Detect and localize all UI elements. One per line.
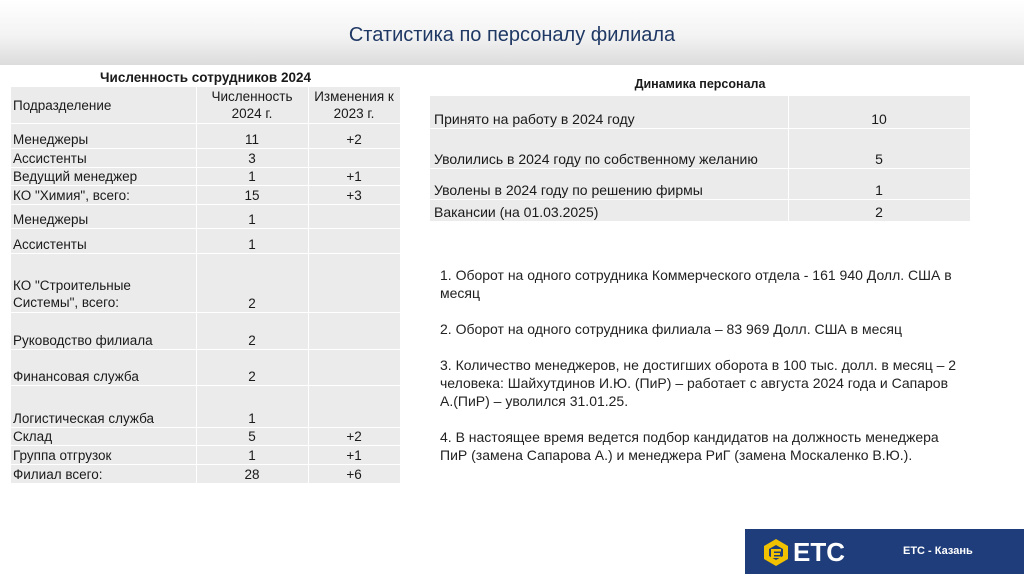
count-cell: 1: [196, 205, 308, 229]
department-cell: Ведущий менеджер: [11, 168, 196, 186]
department-cell: Логистическая служба: [11, 386, 196, 428]
brand-city: ETC - Казань: [903, 545, 973, 557]
dynamics-label-cell: Принято на работу в 2024 году: [430, 96, 788, 128]
table-row: [11, 446, 400, 465]
etc-logo-icon: [761, 537, 791, 567]
count-cell: 1: [196, 229, 308, 254]
count-cell: 28: [196, 465, 308, 484]
employee-table-header-row: [11, 87, 400, 124]
page-title: Статистика по персоналу филиала: [348, 24, 676, 46]
table-row: [11, 229, 400, 254]
column-header-change: Изменения к 2023 г.: [308, 87, 400, 124]
table-row: [11, 124, 400, 149]
change-cell: +2: [308, 428, 400, 446]
department-cell: Группа отгрузок: [11, 446, 196, 465]
change-cell: +6: [308, 465, 400, 484]
table-row: [11, 186, 400, 205]
count-cell: 2: [196, 254, 308, 313]
table-row: [11, 168, 400, 186]
employee-table-title: Численность сотрудников 2024: [100, 70, 311, 85]
table-row: [11, 428, 400, 446]
column-header-department: Подразделение: [11, 87, 196, 124]
count-cell: 1: [196, 446, 308, 465]
count-cell: 2: [196, 350, 308, 386]
table-row: [11, 350, 400, 386]
staff-dynamics-table: [430, 72, 971, 222]
department-cell: Финансовая служба: [11, 350, 196, 386]
count-cell: 11: [196, 124, 308, 149]
brand-name: ETC: [793, 537, 845, 567]
change-cell: +1: [308, 446, 400, 465]
department-cell: КО "Химия", всего:: [11, 186, 196, 205]
table-row: [11, 465, 400, 484]
dynamics-label-cell: Уволены в 2024 году по решению фирмы: [430, 168, 788, 199]
table-row: [11, 313, 400, 350]
table-row: [11, 386, 400, 428]
note-turnover-commercial: 1. Оборот на одного сотрудника Коммерческого отдела - 161 940 Долл. США в месяц: [440, 267, 952, 301]
count-cell: 1: [196, 168, 308, 186]
brand-footer: [745, 529, 1024, 574]
department-cell: Менеджеры: [11, 124, 196, 149]
dynamics-value-cell: 5: [788, 128, 970, 168]
count-cell: 2: [196, 313, 308, 350]
change-cell: [308, 254, 400, 313]
note-recruitment: 4. В настоящее время ведется подбор кандидатов на должность менеджера ПиР (замена Сапарова А.) и менеджера РиГ (замена Москаленко В.Ю.).: [440, 429, 939, 463]
department-cell: Менеджеры: [11, 205, 196, 229]
employee-table-title-row: [11, 69, 400, 87]
change-cell: +3: [308, 186, 400, 205]
change-cell: [308, 313, 400, 350]
count-cell: 15: [196, 186, 308, 205]
dynamics-value-cell: 2: [788, 199, 970, 221]
notes-block: [440, 266, 960, 482]
department-cell: Склад: [11, 428, 196, 446]
dynamics-label-cell: Вакансии (на 01.03.2025): [430, 199, 788, 221]
table-row: [11, 254, 400, 313]
table-row: [11, 149, 400, 168]
table-row: [430, 168, 970, 199]
count-cell: 1: [196, 386, 308, 428]
change-cell: [308, 386, 400, 428]
table-row: [430, 96, 970, 128]
change-cell: [308, 350, 400, 386]
dynamics-label-cell: Уволились в 2024 году по собственному желанию: [430, 128, 788, 168]
employee-count-table: [11, 69, 401, 484]
change-cell: [308, 149, 400, 168]
department-cell: Руководство филиала: [11, 313, 196, 350]
change-cell: [308, 205, 400, 229]
note-underperforming-managers: 3. Количество менеджеров, не достигших оборота в 100 тыс. долл. в месяц – 2 человека: Шайхутдинов И.Ю. (ПиР) – работает с августа 2024 года и Сапаров А.(ПиР) – уволился 31.01.25.: [440, 357, 957, 409]
count-cell: 5: [196, 428, 308, 446]
table-row: [430, 128, 970, 168]
change-cell: +1: [308, 168, 400, 186]
column-header-count: Численность 2024 г.: [196, 87, 308, 124]
dynamics-table-title: Динамика персонала: [634, 76, 766, 91]
table-row: [11, 205, 400, 229]
department-cell: Филиал всего:: [11, 465, 196, 484]
dynamics-table-title-row: [430, 72, 970, 96]
change-cell: [308, 229, 400, 254]
note-turnover-branch: 2. Оборот на одного сотрудника филиала – 83 969 Долл. США в месяц: [440, 321, 902, 337]
count-cell: 3: [196, 149, 308, 168]
department-cell: Ассистенты: [11, 229, 196, 254]
dynamics-value-cell: 10: [788, 96, 970, 128]
change-cell: +2: [308, 124, 400, 149]
dynamics-value-cell: 1: [788, 168, 970, 199]
department-cell: КО "Строительные Системы", всего:: [11, 254, 196, 313]
table-row: [430, 199, 970, 221]
department-cell: Ассистенты: [11, 149, 196, 168]
